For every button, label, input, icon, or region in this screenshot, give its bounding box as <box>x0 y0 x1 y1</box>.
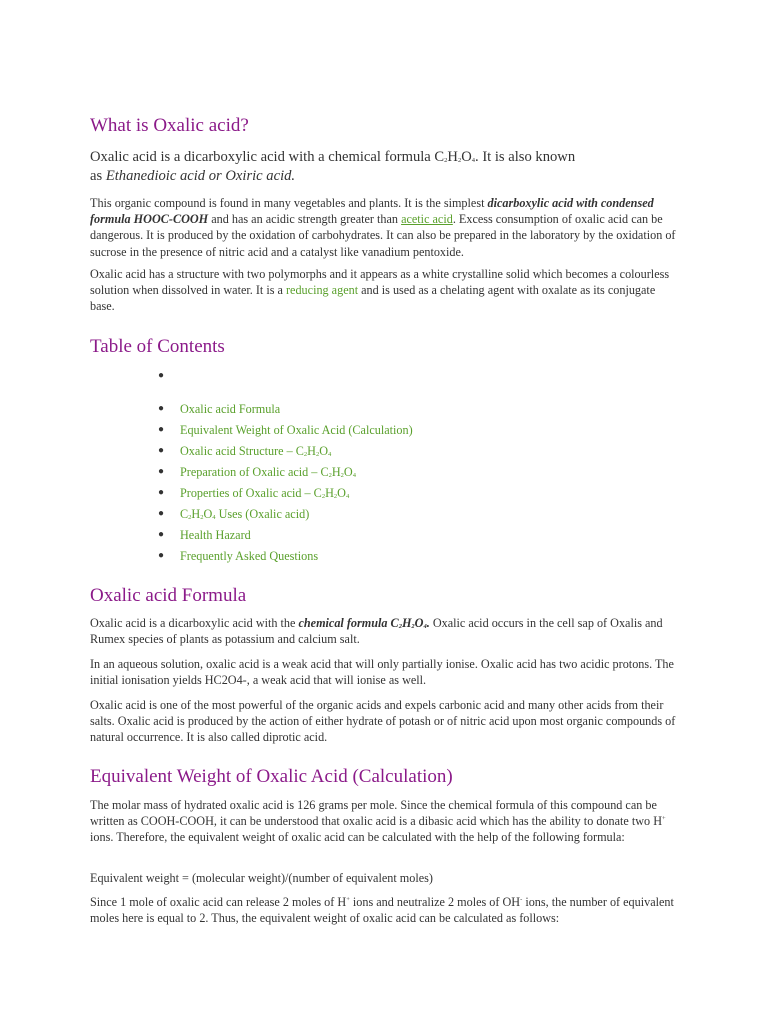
structure-paragraph: Oxalic acid has a structure with two polymorphs and it appears as a white crystalline solid which becomes a colourless solution when dissolved in water. It is a reducing agent and is used as a chelating agent with oxalate as its conjugate base. <box>90 267 670 314</box>
lead-paragraph: Oxalic acid is a dicarboxylic acid with a chemical formula $C_2H_2O_4$. It is also known as Ethanedioic acid or Oxiric acid. <box>90 149 576 184</box>
toc-link-preparation[interactable]: Preparation of Oxalic acid – $C_2H_2O_4$ <box>180 465 356 479</box>
toc-link-health-hazard[interactable]: Health Hazard <box>180 528 251 542</box>
release-moles-paragraph: Since 1 mole of oxalic acid can release 2 moles of H+ ions and neutralize 2 moles of OH- ions, the number of equivalent moles here is equal to 2. Thus, the equivalent weight of oxalic acid can be calculated as follows: <box>90 895 674 926</box>
bullet-icon: ● <box>158 466 165 477</box>
toc-link-uses[interactable]: $C_2H_2O_4$ Uses (Oxalic acid) <box>180 507 310 521</box>
bullet-icon: ● <box>158 424 165 435</box>
aqueous-solution-paragraph: In an aqueous solution, oxalic acid is a weak acid that will only partially ionise. Oxalic acid has two acidic protons. The initial ionisation yields HC2O4-, a weak acid that will ionise as well. <box>90 657 674 688</box>
heading-oxalic-acid-formula: Oxalic acid Formula <box>90 585 247 606</box>
reducing-agent-link[interactable]: reducing agent <box>286 283 359 298</box>
bullet-icon: ● <box>158 370 165 381</box>
bullet-icon: ● <box>158 487 165 498</box>
toc-link-faq[interactable]: Frequently Asked Questions <box>180 549 319 563</box>
bullet-icon: ● <box>158 508 165 519</box>
bullet-icon: ● <box>158 529 165 540</box>
toc-link-formula[interactable]: Oxalic acid Formula <box>180 402 281 416</box>
toc-link-structure[interactable]: Oxalic acid Structure – $C_2H_2O_4$ <box>180 444 332 458</box>
toc-link-equivalent-weight[interactable]: Equivalent Weight of Oxalic Acid (Calculation) <box>180 423 413 437</box>
intro-paragraph: This organic compound is found in many vegetables and plants. It is the simplest dicarboxylic acid with condensed formula HOOC-COOH and has an acidic strength greater than acetic acid. Excess consumption of oxalic acid can be dangerous. It is produced by the oxidation of carbohydrates. It can also be prepared in the laboratory by the oxidation of sucrose in the presence of nitric acid and a catalyst like vanadium pentoxide. <box>90 196 676 259</box>
toc-heading: Table of Contents <box>90 336 225 357</box>
powerful-acid-paragraph: Oxalic acid is one of the most powerful of the organic acids and expels carbonic acid and many other acids from their salts. Oxalic acid is produced by the action of either hydrate of potash or of nitric acid upon most organic compounds of natural occurrence. It is also called diprotic acid. <box>90 698 676 745</box>
heading-equivalent-weight: Equivalent Weight of Oxalic Acid (Calculation) <box>90 766 453 787</box>
formula-paragraph: Oxalic acid is a dicarboxylic acid with the chemical formula $C_2H_2O_4$. Oxalic acid occurs in the cell sap of Oxalis and Rumex species of plants as potassium and calcium salt. <box>90 616 663 647</box>
molar-mass-paragraph: The molar mass of hydrated oxalic acid is 126 grams per mole. Since the chemical formula of this compound can be written as COOH-COOH, it can be understood that oxalic acid is a dibasic acid which has the ability to donate two H+ ions. Therefore, the equivalent weight of oxalic acid can be calculated with the help of the following formula: <box>90 798 666 845</box>
equivalent-weight-formula: Equivalent weight = (molecular weight)/(number of equivalent moles) <box>90 871 433 885</box>
bullet-icon: ● <box>158 445 165 456</box>
heading-what-is-oxalic-acid: What is Oxalic acid? <box>90 115 249 136</box>
bullet-icon: ● <box>158 403 165 414</box>
toc-link-properties[interactable]: Properties of Oxalic acid – $C_2H_2O_4$ <box>180 486 350 500</box>
bullet-icon: ● <box>158 550 165 561</box>
acetic-acid-link[interactable]: acetic acid <box>401 212 453 227</box>
